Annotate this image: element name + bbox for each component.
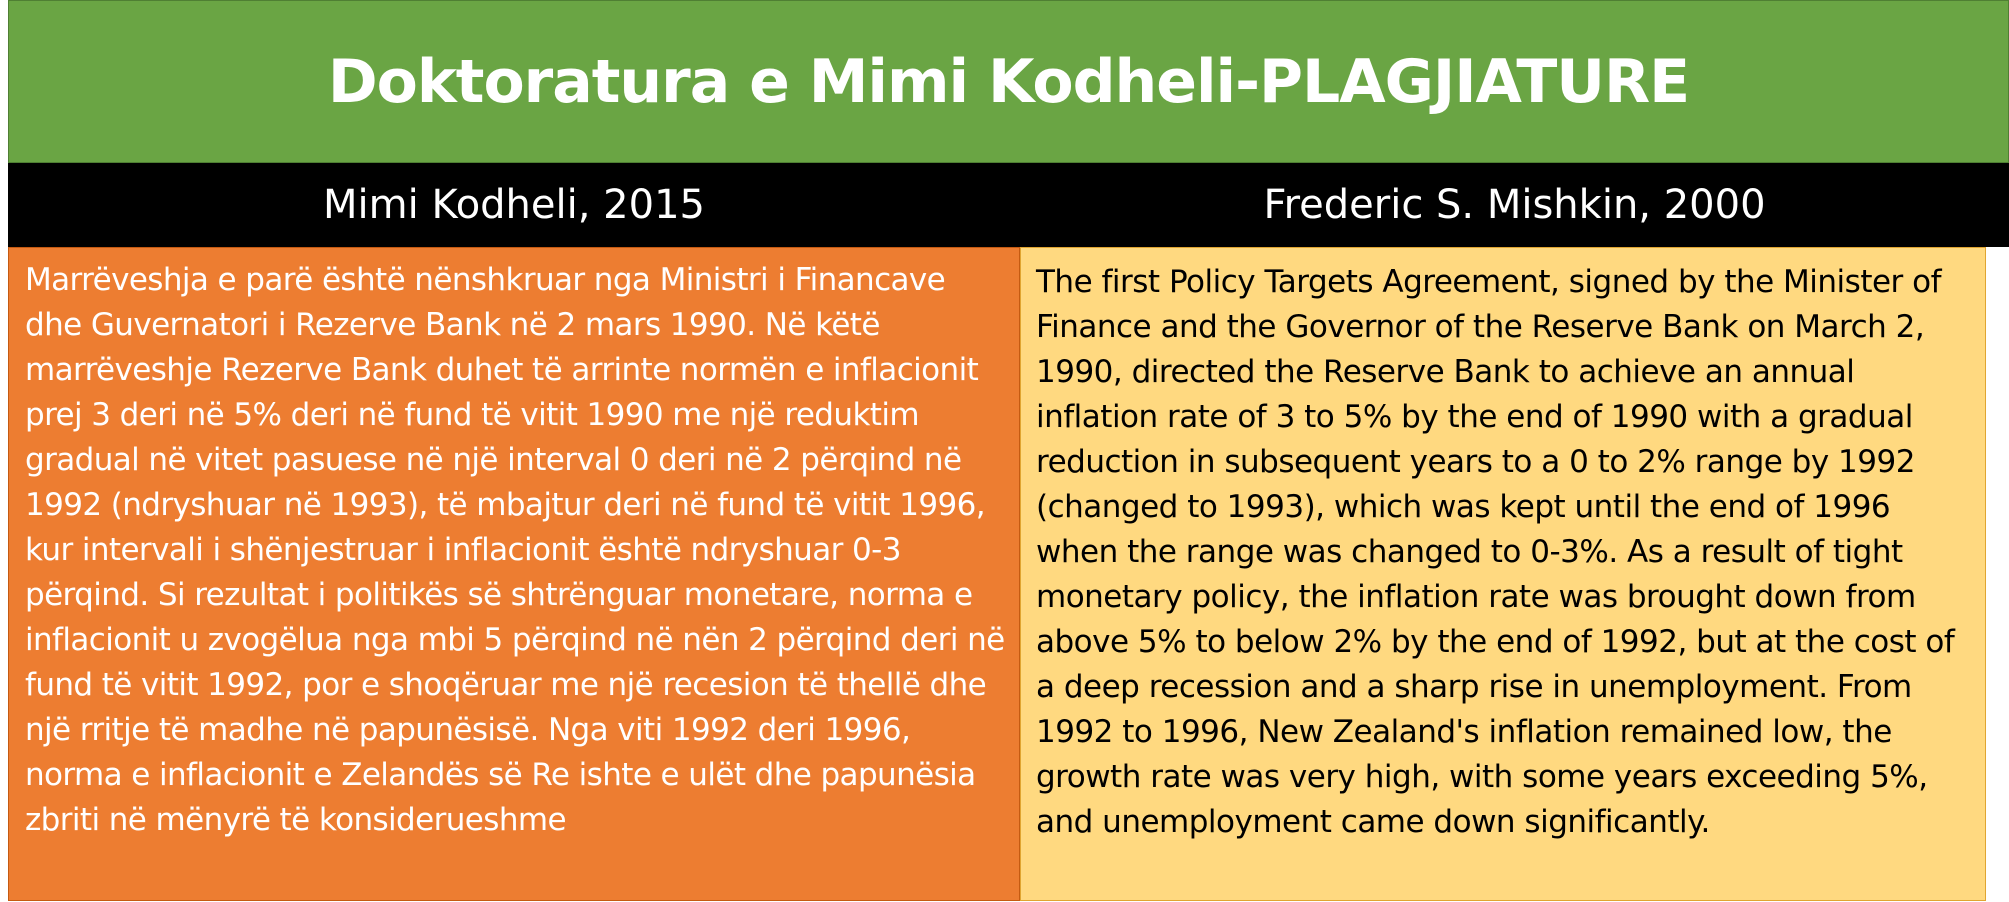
right-text-panel bbox=[1020, 247, 1986, 901]
page-title: Doktoratura e Mimi Kodheli-PLAGJIATURE bbox=[327, 46, 1690, 117]
mishkin-text: The first Policy Targets Agreement, signed by the Minister of Finance and the Governor of the Reserve Bank on March 2, 1990, directed the Reserve Bank to achieve an annual inflation rate of 3 to 5% by the end of 1990 with a gradual reduction in subsequent years to a 0 to 2% range by 1992 (changed to 1993), which was kept until the end of 1996 when the range was changed to 0-3%. As a result of tight monetary policy, the inflation rate was brought down from above 5% to below 2% by the end of 1992, but at the cost of a deep recession and a sharp rise in unemployment. From 1992 to 1996, New Zealand's inflation remained low, the growth rate was very high, with some years exceeding 5%, and unemployment came down significantly. bbox=[1036, 264, 1955, 840]
left-text-panel bbox=[8, 247, 1020, 901]
column-header-bar bbox=[8, 163, 2009, 247]
title-bar bbox=[8, 0, 2009, 163]
kodheli-text: Marrëveshja e parë është nënshkruar nga Ministri i Financave dhe Guvernatori i Rezerve Bank në 2 mars 1990. Në këtë marrëveshje Rezerve Bank duhet të arrinte normën e inflacionit prej 3 deri në 5% deri në fund të vitit 1990 me një reduktim gradual në vitet pasuese në një interval 0 deri në 2 përqind në 1992 (ndryshuar në 1993), të mbajtur deri në fund të vitit 1996, kur intervali i shënjestruar i inflacionit është ndryshuar 0-3 përqind. Si rezultat i politikës së shtrënguar monetare, norma e inflacionit u zvogëlua nga mbi 5 përqind në nën 2 përqind deri në fund të vitit 1992, por e shoqëruar me një recesion të thellë dhe një rritje të madhe në papunësisë. Nga viti 1992 deri 1996, norma e inflacionit e Zelandës së Re ishte e ulët dhe papunësia zbriti në mënyrë të konsiderueshme bbox=[25, 262, 1005, 838]
slide bbox=[8, 0, 2009, 902]
left-column-header: Mimi Kodheli, 2015 bbox=[323, 182, 705, 228]
right-column-header: Frederic S. Mishkin, 2000 bbox=[1263, 182, 1766, 228]
